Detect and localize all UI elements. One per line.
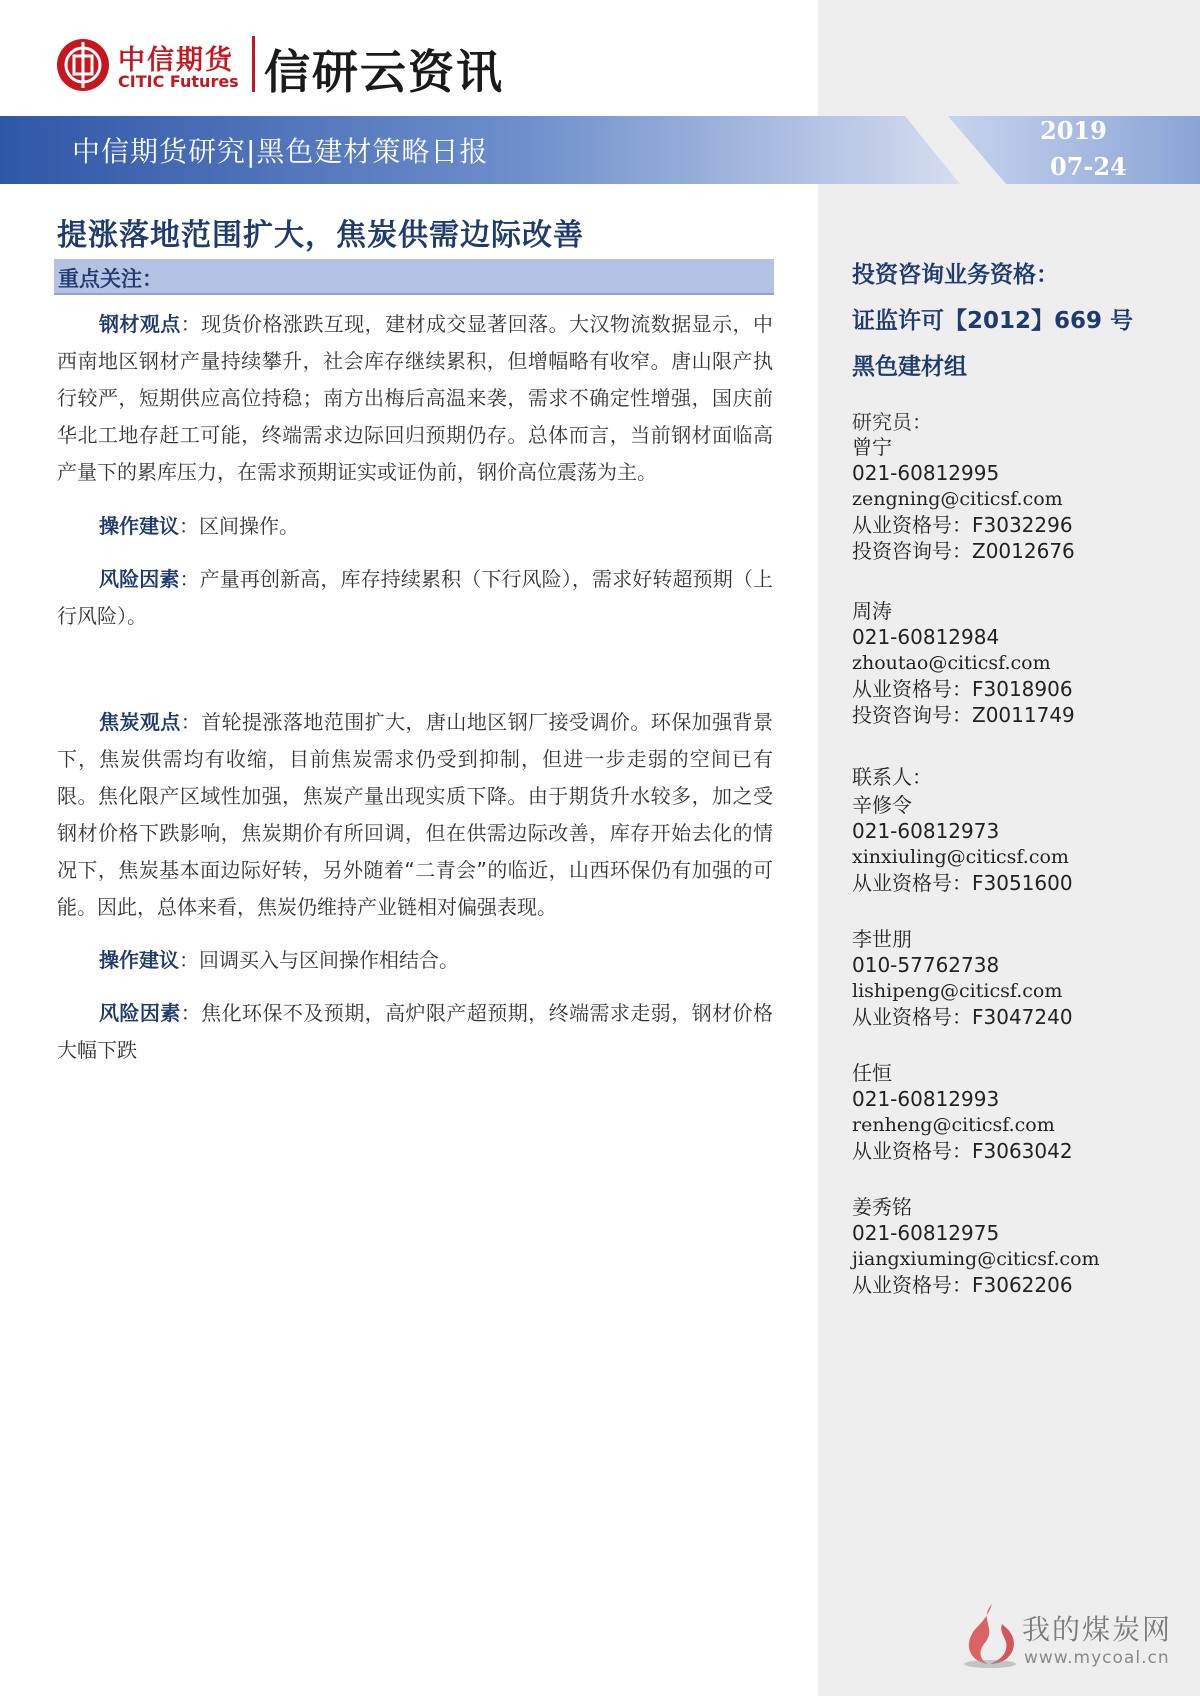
license-number: 证监许可【2012】669 号 (852, 308, 1134, 334)
contact-name: 曾宁 (852, 435, 892, 459)
paragraph-text: ：产量再创新高，库存持续累积（下行风险），需求好转超预期（上行风险）。 (57, 567, 774, 628)
focus-label: 重点关注： (58, 267, 163, 291)
contact-cert: 从业资格号：F3051600 (852, 871, 1073, 895)
paragraph-lead: 风险因素 (99, 567, 180, 591)
paragraph-lead: 操作建议 (99, 514, 179, 538)
watermark-text: 我的煤炭网 (1022, 1613, 1173, 1646)
paragraph-text: ：首轮提涨落地范围扩大，唐山地区钢厂接受调价。环保加强背景下，焦炭供需均有收缩，目前焦炭需求仍受到抑制，但进一步走弱的空间已有限。焦化限产区域性加强，焦炭产量出现实质下降。由于期货升水较多，加之受钢材价格下跌影响，焦炭期价有所回调，但在供需边际改善，库存开始去化的情况下，焦炭基本面边际好转，另外随着“二青会”的临近，山西环保仍有加强的可能。因此，总体来看，焦炭仍维持产业链相对偏强表现。 (57, 710, 773, 919)
steel-view-paragraph (57, 306, 773, 491)
contact-phone: 021-60812973 (852, 819, 1000, 843)
banner-title: 中信期货研究|黑色建材策略日报 (72, 135, 489, 168)
paragraph-text: ：区间操作。 (179, 514, 299, 538)
contact-card (852, 926, 1192, 1030)
header-divider (252, 36, 255, 92)
logo-en-text: CITIC Futures (118, 72, 239, 91)
contact-cert: 从业资格号：F3018906 (852, 677, 1073, 701)
contact-card (852, 1060, 1192, 1164)
contact-advisory: 投资咨询号：Z0012676 (852, 539, 1075, 563)
paragraph-lead: 操作建议 (99, 948, 179, 972)
contact-email[interactable]: jiangxiuming@citicsf.com (852, 1248, 1100, 1270)
coke-advice-paragraph (57, 942, 773, 979)
contact-name: 李世朋 (852, 927, 912, 951)
contact-email[interactable]: renheng@citicsf.com (852, 1114, 1055, 1136)
focus-section-bar (54, 259, 774, 295)
flame-watermark-icon (958, 1600, 1022, 1670)
contact-phone: 010-57762738 (852, 953, 1000, 977)
contact-advisory: 投资咨询号：Z0011749 (852, 703, 1075, 727)
contact-card (852, 792, 1192, 896)
contact-cert: 从业资格号：F3047240 (852, 1005, 1073, 1029)
contact-cert: 从业资格号：F3062206 (852, 1273, 1073, 1297)
contact-card (852, 1194, 1192, 1298)
contact-name: 姜秀铭 (852, 1195, 912, 1219)
contact-name: 辛修令 (852, 793, 912, 817)
contact-email[interactable]: lishipeng@citicsf.com (852, 980, 1063, 1002)
contact-cert: 从业资格号：F3032296 (852, 513, 1073, 537)
contact-name: 周涛 (852, 599, 892, 623)
contact-phone: 021-60812995 (852, 461, 1000, 485)
researcher-card (852, 598, 1192, 728)
contact-label: 联系人： (852, 765, 932, 789)
report-year: 2019 (1040, 116, 1107, 145)
contact-phone: 021-60812993 (852, 1087, 1000, 1111)
paragraph-text: ：焦化环保不及预期，高炉限产超预期，终端需求走弱，钢材价格大幅下跌 (57, 1001, 773, 1062)
contact-phone: 021-60812984 (852, 625, 1000, 649)
contact-cert: 从业资格号：F3063042 (852, 1139, 1073, 1163)
paragraph-lead: 钢材观点 (99, 312, 181, 336)
contact-phone: 021-60812975 (852, 1221, 1000, 1245)
researcher-label: 研究员： (852, 410, 932, 434)
paragraph-text: ：现货价格涨跌互现，建材成交显著回落。大汉物流数据显示，中西南地区钢材产量持续攀升，社会库存继续累积，但增幅略有收窄。唐山限产执行较严，短期供应高位持稳；南方出梅后高温来袭，需求不确定性增强，国庆前华北工地存赶工可能，终端需求边际回归预期仍存。总体而言，当前钢材面临高产量下的累库压力，在需求预期证实或证伪前，钢价高位震荡为主。 (57, 312, 773, 484)
contact-email[interactable]: xinxiuling@citicsf.com (852, 846, 1069, 868)
citic-logo-icon (56, 38, 110, 92)
steel-risk-paragraph (57, 561, 773, 635)
report-headline: 提涨落地范围扩大，焦炭供需边际改善 (57, 218, 584, 253)
contact-email[interactable]: zengning@citicsf.com (852, 488, 1063, 510)
paragraph-lead: 焦炭观点 (99, 710, 181, 734)
report-date: 07-24 (1050, 152, 1127, 181)
logo-cn-text: 中信期货 (118, 45, 234, 76)
brand-title: 信研云资讯 (264, 45, 504, 99)
steel-advice-paragraph (57, 508, 773, 545)
qualification-title: 投资咨询业务资格： (852, 262, 1059, 288)
paragraph-lead: 风险因素 (99, 1001, 181, 1025)
watermark-url: www.mycoal.cn (1024, 1648, 1170, 1668)
coke-view-paragraph (57, 704, 773, 926)
researcher-card (852, 434, 1192, 564)
contact-name: 任恒 (852, 1061, 892, 1085)
contact-email[interactable]: zhoutao@citicsf.com (852, 652, 1051, 674)
paragraph-text: ：回调买入与区间操作相结合。 (179, 948, 459, 972)
group-name: 黑色建材组 (852, 354, 967, 380)
coke-risk-paragraph (57, 995, 773, 1069)
